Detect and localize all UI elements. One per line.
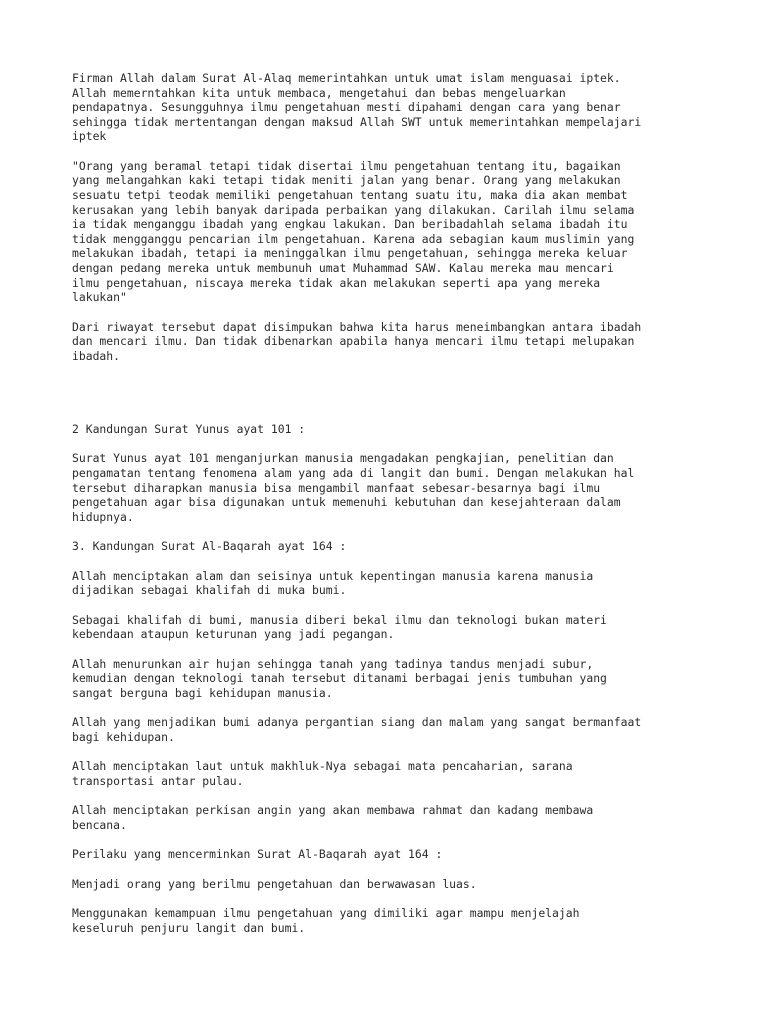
text-line: iptek [72, 129, 107, 144]
text-line: dan mencari ilmu. Dan tidak dibenarkan apabila hanya mencari ilmu tetapi melupakan [72, 334, 635, 349]
text-line: Allah menurunkan air hujan sehingga tanah yang tadinya tandus menjadi subur, [72, 656, 594, 671]
text-line: Perilaku yang mencerminkan Surat Al-Baqarah ayat 164 : [72, 847, 443, 862]
text-line: lakukan" [72, 290, 127, 305]
text-line: Menjadi orang yang berilmu pengetahuan dan berwawasan luas. [72, 876, 477, 891]
text-line: keseluruh penjuru langit dan bumi. [72, 920, 306, 935]
paragraph-point [72, 803, 704, 832]
paragraph-yunus-101 [72, 451, 704, 524]
text-line: Menggunakan kemampuan ilmu pengetahuan yang dimiliki agar mampu menjelajah [72, 905, 580, 920]
paragraph-point [72, 569, 704, 598]
text-line: pengamatan tentang fenomena alam yang ada di langit dan bumi. Dengan melakukan hal [72, 466, 635, 481]
text-line: Firman Allah dalam Surat Al-Alaq memerintahkan untuk umat islam menguasai iptek. [72, 71, 621, 85]
text-line: Allah yang menjadikan bumi adanya pergantian siang dan malam yang sangat bermanfaat [72, 715, 642, 730]
text-line: melakukan ibadah, tetapi ia meninggalkan ilmu pengetahuan, sehingga mereka keluar [72, 246, 628, 261]
paragraph-conclusion [72, 320, 704, 364]
paragraph-al-alaq-intro [72, 71, 704, 144]
text-line: Surat Yunus ayat 101 menganjurkan manusia mengadakan pengkajian, penelitian dan [72, 451, 614, 466]
paragraph-point [72, 906, 704, 935]
text-line: bagi kehidupan. [72, 729, 175, 744]
text-line: Dari riwayat tersebut dapat disimpukan bahwa kita harus meneimbangkan antara ibadah [72, 319, 642, 334]
heading-perilaku [72, 847, 704, 862]
text-line: Allah menciptakan perkisan angin yang akan membawa rahmat dan kadang membawa [72, 803, 594, 818]
paragraph-point [72, 715, 704, 744]
text-line: Allah menciptakan laut untuk makhluk-Nya sebagai mata pencaharian, sarana [72, 759, 573, 774]
text-line: "Orang yang beramal tetapi tidak disertai ilmu pengetahuan tentang itu, bagaikan [72, 158, 621, 173]
text-line: tidak mengganggu pencarian ilm pengetahuan. Karena ada sebagian kaum muslimin yang [72, 231, 635, 246]
text-line: pengetahuan agar bisa digunakan untuk memenuhi kebutuhan dan kesejahteraan dalam [72, 495, 621, 510]
text-line: Allah menciptakan alam dan seisinya untuk kepentingan manusia karena manusia [72, 568, 594, 583]
paragraph-quote [72, 159, 704, 305]
text-line: 3. Kandungan Surat Al-Baqarah ayat 164 : [72, 539, 347, 554]
text-line: kebendaan ataupun keturunan yang jadi pegangan. [72, 627, 395, 642]
heading-yunus-101 [72, 422, 704, 437]
text-line: sehingga tidak mertentangan dengan maksud Allah SWT untuk memerintahkan mempelajari [72, 114, 642, 129]
paragraph-point [72, 759, 704, 788]
document-body [72, 71, 704, 950]
text-line: dengan pedang mereka untuk membunuh umat Muhammad SAW. Kalau mereka mau mencari [72, 260, 614, 275]
text-line: kerusakan yang lebih banyak daripada perbaikan yang dilakukan. Carilah ilmu selama [72, 202, 635, 217]
text-line: sangat berguna bagi kehidupan manusia. [72, 685, 333, 700]
paragraph-point [72, 613, 704, 642]
text-line: ibadah. [72, 348, 121, 363]
text-line: 2 Kandungan Surat Yunus ayat 101 : [72, 422, 306, 437]
text-line: ilmu pengetahuan, niscaya mereka tidak akan melakukan seperti apa yang mereka [72, 275, 601, 290]
section-spacer [72, 378, 704, 422]
text-line: sesuatu tetpi teodak memiliki pengetahuan tentang suatu itu, maka dia akan membat [72, 187, 628, 202]
text-line: tersebut diharapkan manusia bisa mengambil manfaat sebesar-besarnya bagi ilmu [72, 480, 601, 495]
heading-al-baqarah-164 [72, 539, 704, 554]
text-line: bencana. [72, 817, 127, 832]
text-line: Allah memerntahkan kita untuk membaca, mengetahui dan bebas mengeluarkan [72, 85, 566, 100]
text-line: yang melangahkan kaki tetapi tidak meniti jalan yang benar. Orang yang melakukan [72, 173, 621, 188]
text-line: Sebagai khalifah di bumi, manusia diberi bekal ilmu dan teknologi bukan materi [72, 612, 607, 627]
text-line: transportasi antar pulau. [72, 773, 244, 788]
paragraph-point [72, 877, 704, 892]
text-line: pendapatnya. Sesungguhnya ilmu pengetahuan mesti dipahami dengan cara yang benar [72, 100, 621, 115]
text-line: dijadikan sebagai khalifah di muka bumi. [72, 583, 347, 598]
text-line: ia tidak menganggu ibadah yang engkau lakukan. Dan beribadahlah selama ibadah itu [72, 217, 628, 232]
text-line: kemudian dengan teknologi tanah tersebut ditanami berbagai jenis tumbuhan yang [72, 671, 607, 686]
text-line: hidupnya. [72, 509, 134, 524]
paragraph-point [72, 657, 704, 701]
